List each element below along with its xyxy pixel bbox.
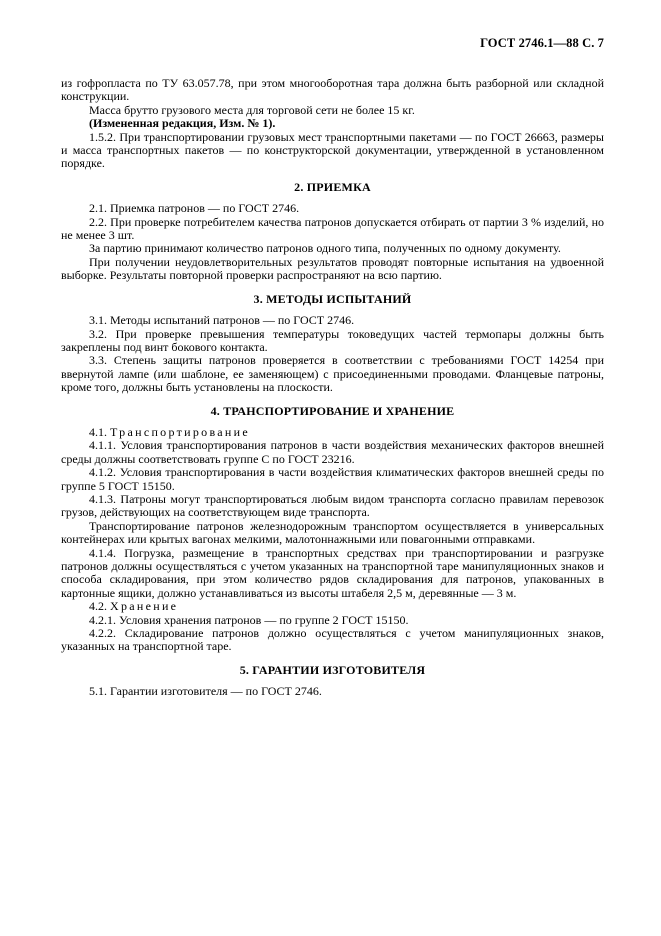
amendment-note: (Измененная редакция, Изм. № 1). (89, 116, 276, 131)
page-header: ГОСТ 2746.1—88 С. 7 (480, 36, 604, 50)
paragraph: При получении неудовлетворительных результатов проводят повторные испытания на удвоенной выборке. Результаты повторной проверки распространяют на всю партию. (61, 254, 604, 283)
subsection-label: Хранение (110, 599, 179, 614)
paragraph: 1.5.2. При транспортировании грузовых мест транспортными пакетами — по ГОСТ 26663, размеры и масса транспортных пакетов — по конструкторской документации, утвержденной в установленном порядке. (61, 129, 604, 171)
paragraph: За партию принимают количество патронов одного типа, полученных по одному документу. (89, 241, 561, 256)
section-heading: 5. ГАРАНТИИ ИЗГОТОВИТЕЛЯ (239, 662, 426, 677)
subsection-number: 4.1. (89, 424, 107, 439)
paragraph: Транспортирование патронов железнодорожным транспортом осуществляется в универсальных контейнерах или крытых вагонах мелкими, малотоннажными или повагонными отправками. (61, 518, 604, 547)
subsection-heading (61, 600, 604, 613)
paragraph: 4.1.1. Условия транспортирования патронов в части воздействия механических факторов внешней среды должны соответствовать группе С по ГОСТ 23216. (61, 438, 604, 466)
subsection-label: Транспортирование (110, 424, 250, 439)
paragraph: 3.1. Методы испытаний патронов — по ГОСТ 2746. (89, 313, 355, 328)
section-heading: 2. ПРИЕМКА (294, 179, 371, 194)
subsection-number: 4.2. (89, 599, 107, 614)
paragraph: 2.1. Приемка патронов — по ГОСТ 2746. (89, 201, 300, 216)
section-heading: 4. ТРАНСПОРТИРОВАНИЕ И ХРАНЕНИЕ (210, 403, 455, 418)
paragraph: 4.1.3. Патроны могут транспортироваться любым видом транспорта согласно правилам перевозок грузов, действующих на соответствующем виде транспорта. (61, 491, 604, 520)
paragraph: 4.1.2. Условия транспортирования в части воздействия климатических факторов внешней среды по группе 5 ГОСТ 15150. (61, 465, 604, 493)
paragraph: 4.2.1. Условия хранения патронов — по группе 2 ГОСТ 15150. (89, 612, 409, 627)
section-heading: 3. МЕТОДЫ ИСПЫТАНИЙ (253, 291, 412, 306)
paragraph: 4.1.4. Погрузка, размещение в транспортных средствах при транспортировании и разгрузке патронов должны осуществляться с учетом указанных на транспортной таре манипуляционных знаков и способа складирования, при этом количество рядов складирования для патронов, упакованных в картонные ящики, должно устанавливаться из высоты штабеля 2,5 м, деревянные — 3 м. (61, 545, 604, 600)
document-body (61, 77, 604, 699)
paragraph: из гофропласта по ТУ 63.057.78, при этом многооборотная тара должна быть разборной или складной конструкции. (61, 76, 604, 104)
paragraph: 5.1. Гарантии изготовителя — по ГОСТ 2746. (89, 684, 322, 699)
subsection-heading (61, 426, 604, 439)
paragraph: 3.2. При проверке превышения температуры токоведущих частей термопары должны быть закреплены под винт бокового контакта. (61, 326, 604, 354)
paragraph: 4.2.2. Складирование патронов должно осуществляться с учетом манипуляционных знаков, указанных на транспортной таре. (61, 626, 604, 654)
paragraph: Масса брутто грузового места для торговой сети не более 15 кг. (89, 102, 415, 117)
paragraph: 3.3. Степень защиты патронов проверяется в соответствии с требованиями ГОСТ 14254 при ввернутой лампе (или шаблоне, ее заменяющем) с присоединенными проводами. Фланцевые патроны, кроме того, должны быть установлены на плоскости. (61, 353, 604, 395)
paragraph: 2.2. При проверке потребителем качества патронов допускается отбирать от партии 3 % изделий, но не менее 3 шт. (61, 214, 604, 243)
